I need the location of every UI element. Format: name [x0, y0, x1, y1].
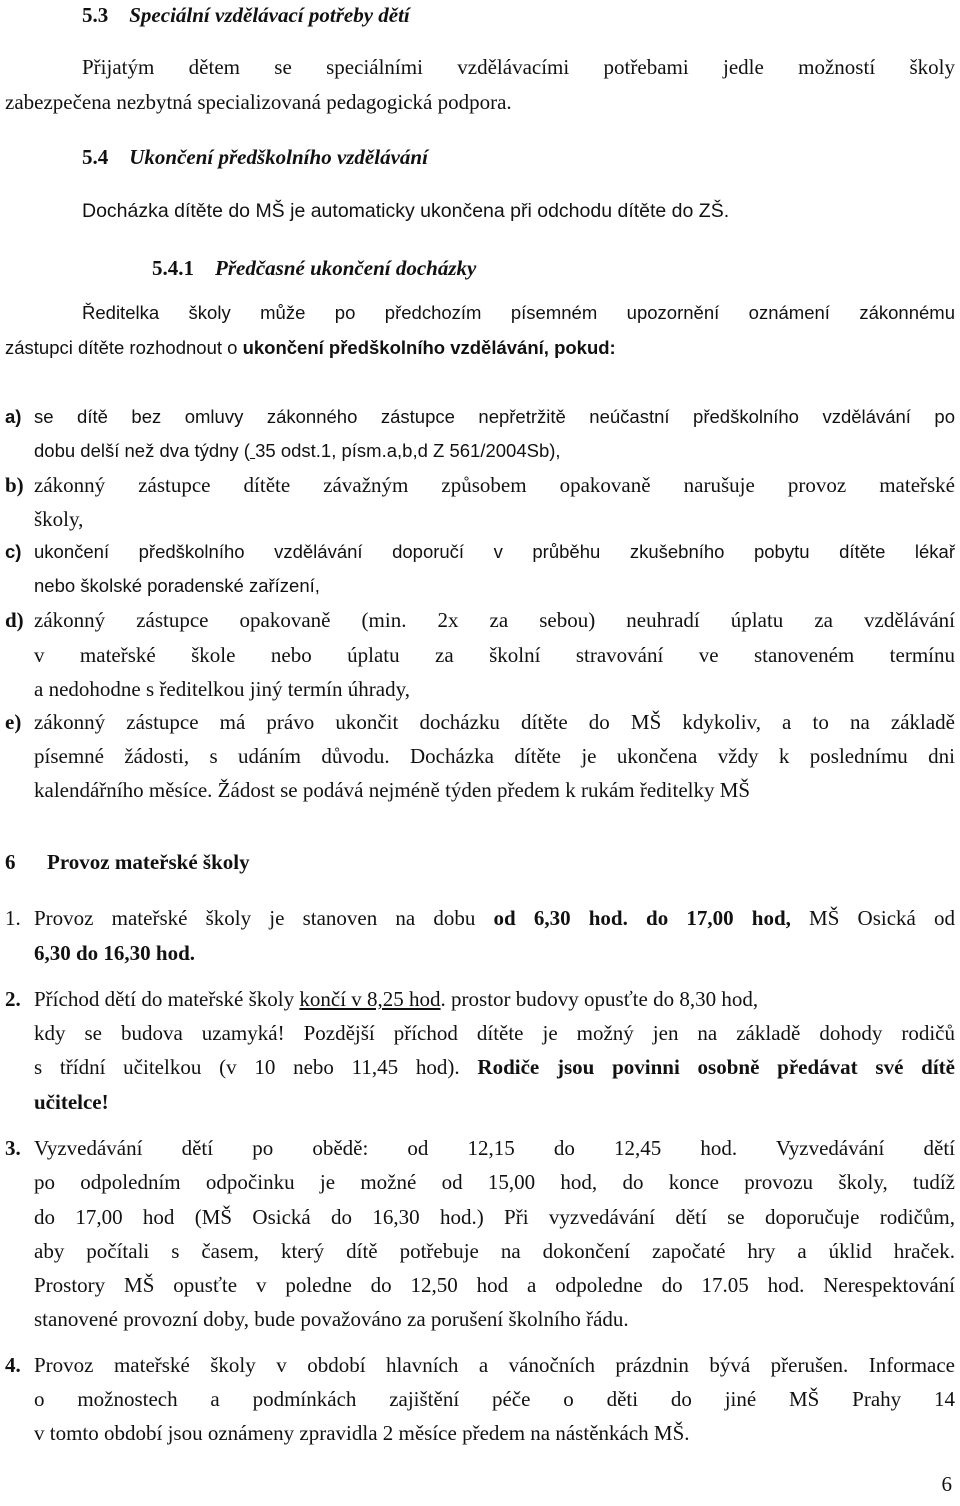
section-number: 6	[5, 850, 16, 874]
text-run: Příchod dětí do mateřské školy	[34, 987, 300, 1011]
list-number-1: 1.	[5, 906, 21, 930]
list-label-a: a)	[5, 406, 22, 427]
list-label-b: b)	[5, 473, 24, 497]
bold-text-run: 6,30 do 16,30 hod.	[34, 941, 196, 965]
list-number-3: 3.	[5, 1136, 21, 1160]
list-item-d-line: zákonný zástupce opakovaně (min. 2x za sebou) neuhradí úplatu za vzdělávání	[34, 608, 955, 632]
paragraph-line: Přijatým dětem se speciálními vzdělávacími potřebami jedle možností školy	[82, 55, 955, 79]
list-item-3-line: Vyzvedávání dětí po obědě: od 12,15 do 12,45 hod. Vyzvedávání dětí	[34, 1136, 955, 1160]
list-item-3-line: aby počítali s časem, který dítě potřebuje na dokončení započaté hry a úklid hraček.	[34, 1239, 955, 1263]
section-title: Provoz mateřské školy	[47, 850, 250, 874]
underlined-text-run: končí v 8,25 hod	[299, 987, 441, 1011]
list-item-c-line: ukončení předškolního vzdělávání doporučí v průběhu zkušebního pobytu dítěte lékař	[34, 541, 955, 562]
paragraph-line: Docházka dítěte do MŠ je automaticky ukončena při odchodu dítěte do ZŠ.	[82, 200, 730, 222]
text-run: MŠ Osická od	[790, 906, 956, 930]
bold-text-run: učitelce!	[34, 1090, 109, 1114]
list-label-e: e)	[5, 710, 22, 734]
paragraph-line: Ředitelka školy může po předchozím písemném upozornění oznámení zákonnému	[82, 302, 955, 323]
section-title: Ukončení předškolního vzdělávání	[129, 145, 428, 169]
section-heading-6	[5, 850, 250, 875]
list-item-b-line: školy,	[34, 507, 84, 531]
bold-text-run: Rodiče jsou povinni osobně předávat své dítě	[477, 1055, 955, 1079]
list-item-1-line	[34, 941, 195, 966]
section-number: 5.3	[82, 3, 109, 27]
text-run: dobu delší než dva týdny (	[34, 440, 250, 461]
section-heading-5-4-1	[152, 256, 476, 281]
list-item-3-line: po odpoledním odpočinku je možné od 15,00 hod, do konce provozu školy, tudíž	[34, 1170, 955, 1194]
list-item-4-line: Provoz mateřské školy v období hlavních a vánočních prázdnin bývá přerušen. Informace	[34, 1353, 955, 1377]
section-heading-5-4	[82, 145, 428, 170]
list-item-2-line	[34, 987, 758, 1012]
section-title: Speciální vzdělávací potřeby dětí	[129, 3, 410, 27]
section-number: 5.4.1	[152, 256, 194, 280]
section-title: Předčasné ukončení docházky	[215, 256, 477, 280]
section-number: 5.4	[82, 145, 109, 169]
list-item-3-line: Prostory MŠ opusťte v poledne do 12,50 hod a odpoledne do 17.05 hod. Nerespektování	[34, 1273, 955, 1297]
list-item-4-line: o možnostech a podmínkách zajištění péče o děti do jiné MŠ Prahy 14	[34, 1387, 955, 1411]
section-heading-5-3	[82, 3, 410, 28]
list-item-b-line: zákonný zástupce dítěte závažným způsobem opakovaně narušuje provoz mateřské	[34, 473, 955, 497]
text-run: zástupci dítěte rozhodnout o	[5, 337, 243, 358]
list-item-3-line: do 17,00 hod (MŠ Osická do 16,30 hod.) Při vyzvedávání dětí se doporučuje rodičům,	[34, 1205, 955, 1229]
text-run: Provoz mateřské školy je stanoven na dobu	[34, 906, 494, 930]
list-item-e-line: písemné žádosti, s udáním důvodu. Docházka dítěte je ukončena vždy k poslednímu dni	[34, 744, 955, 768]
bold-text-run: od 6,30 hod. do 17,00 hod,	[493, 906, 791, 930]
list-item-1-line	[34, 906, 955, 931]
list-item-e-line: zákonný zástupce má právo ukončit docházku dítěte do MŠ kdykoliv, a to na základě	[34, 710, 955, 734]
list-item-2-line	[34, 1090, 109, 1115]
list-item-2-line: kdy se budova uzamyká! Pozdější příchod dítěte je možný jen na základě dohody rodičů	[34, 1021, 955, 1045]
list-item-4-line: v tomto období jsou oznámeny zpravidla 2 měsíce předem na nástěnkách MŠ.	[34, 1421, 690, 1445]
text-run: 35 odst.1, písm.a,b,d Z 561/2004Sb),	[255, 440, 561, 461]
bold-text-run: ukončení předškolního vzdělávání, pokud:	[242, 337, 616, 358]
text-run: s třídní učitelkou (v 10 nebo 11,45 hod).	[34, 1055, 478, 1079]
list-number-4: 4.	[5, 1353, 21, 1377]
list-item-c-line: nebo školské poradenské zařízení,	[34, 575, 320, 596]
list-label-c: c)	[5, 541, 22, 562]
page-number: 6	[941, 1472, 952, 1496]
list-item-a-line	[34, 440, 561, 462]
list-item-a-line: se dítě bez omluvy zákonného zástupce nepřetržitě neúčastní předškolního vzdělávání po	[34, 406, 955, 427]
list-item-3-line: stanovené provozní doby, bude považováno za porušení školního řádu.	[34, 1307, 629, 1331]
paragraph-line: zabezpečena nezbytná specializovaná pedagogická podpora.	[5, 90, 512, 114]
paragraph-line	[5, 337, 616, 359]
list-number-2: 2.	[5, 987, 21, 1011]
text-run: . prostor budovy opusťte do 8,30 hod,	[440, 987, 759, 1011]
list-item-d-line: v mateřské škole nebo úplatu za školní stravování ve stanoveném termínu	[34, 643, 955, 667]
list-item-d-line: a nedohodne s ředitelkou jiný termín úhrady,	[34, 677, 410, 701]
list-item-e-line: kalendářního měsíce. Žádost se podává nejméně týden předem k rukám ředitelky MŠ	[34, 778, 751, 802]
list-item-2-line	[34, 1055, 955, 1080]
list-label-d: d)	[5, 608, 24, 632]
